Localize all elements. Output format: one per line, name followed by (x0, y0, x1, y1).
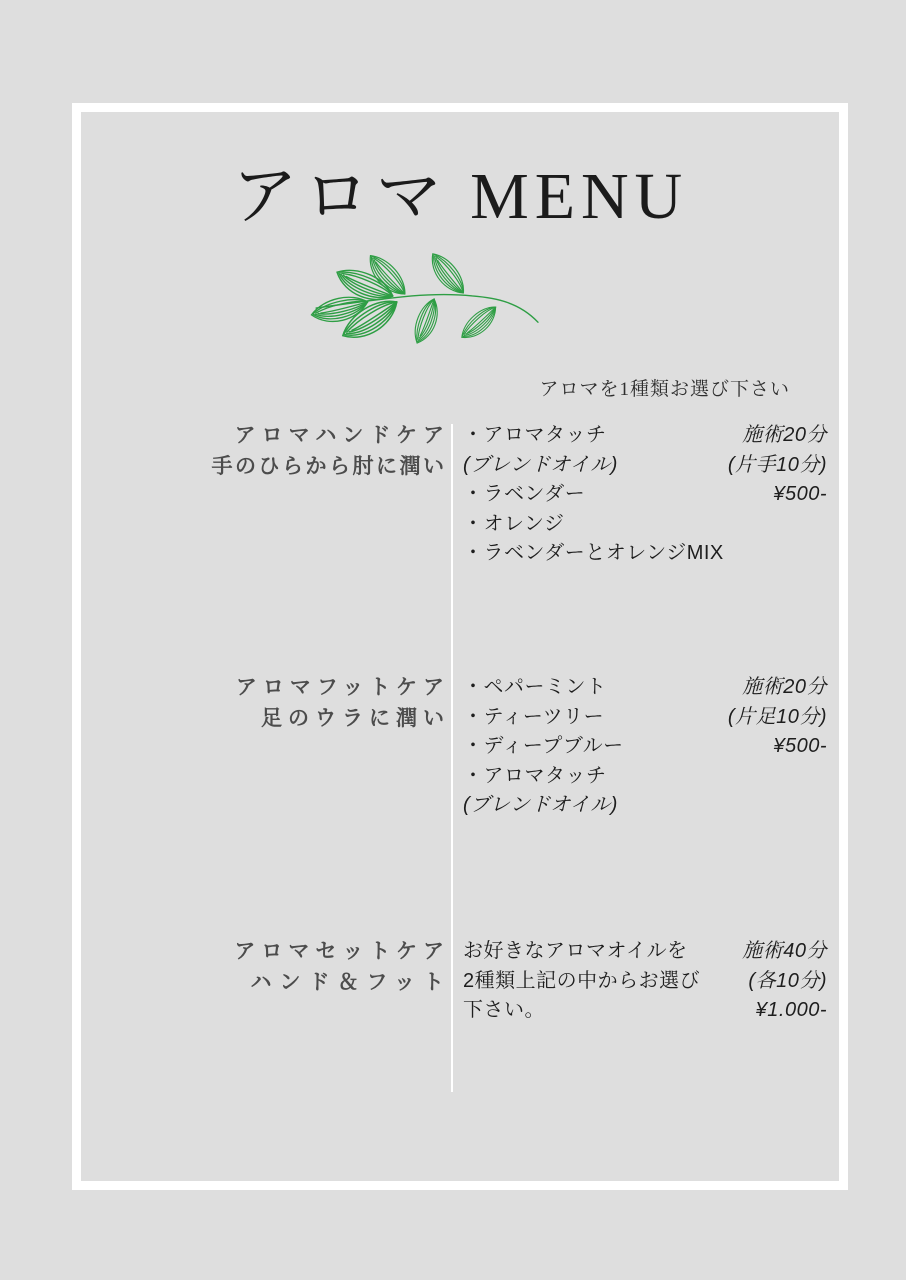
menu-duration: 施術20分 (742, 676, 827, 698)
section-hand-care-title (82, 421, 450, 482)
menu-row (463, 996, 827, 1026)
menu-duration: 施術20分 (742, 424, 827, 446)
menu-description: お好きなアロマオイルを (463, 940, 688, 962)
menu-item: ・ディープブルー (463, 735, 624, 758)
menu-item: ・アロマタッチ (463, 424, 607, 446)
section-title-line: アロマフットケア (235, 676, 450, 699)
menu-row (463, 421, 827, 451)
menu-row (463, 732, 827, 762)
menu-item: ・ラベンダーとオレンジMIX (463, 542, 724, 565)
section-set-care-title (82, 937, 452, 998)
page-title: アロマ MENU (231, 160, 689, 233)
note-choose-one-aroma: アロマを1種類お選び下さい (539, 379, 790, 400)
section-subtitle-line: 手のひらから肘に潤い (211, 454, 447, 478)
menu-row (463, 762, 827, 792)
section-title-line: アロマハンドケア (234, 424, 450, 447)
menu-row (463, 967, 827, 997)
menu-item: ・ラベンダー (463, 483, 586, 506)
menu-row (463, 791, 827, 821)
menu-row (463, 673, 827, 703)
menu-row (463, 937, 827, 967)
menu-row (463, 539, 827, 569)
menu-price: ¥500- (773, 735, 827, 758)
menu-item: ・オレンジ (463, 512, 565, 535)
menu-row (463, 703, 827, 733)
section-subtitle-line: 足のウラに潤い (261, 706, 450, 730)
menu-description: 2種類上記の中からお選び (463, 969, 701, 992)
menu-duration: (片手10分) (727, 453, 827, 476)
menu-row (463, 480, 827, 510)
leaf-branch-icon (304, 244, 544, 356)
menu-item: ・アロマタッチ (463, 764, 607, 787)
menu-price: ¥500- (773, 483, 827, 506)
menu-row (463, 451, 827, 481)
section-set-care-items (463, 937, 827, 1026)
section-subtitle-line: ハンド＆フット (250, 970, 452, 994)
menu-item: ・ティーツリー (463, 705, 605, 728)
section-title-line: アロマセットケア (234, 940, 450, 963)
section-hand-care-items (463, 421, 827, 569)
section-foot-care-title (82, 673, 450, 734)
menu-price: ¥1.000- (755, 999, 827, 1022)
menu-item: (ブレンドオイル) (463, 453, 618, 476)
menu-item: ・ペパーミント (463, 676, 607, 698)
menu-description: 下さい。 (463, 999, 545, 1022)
menu-duration: (片足10分) (727, 705, 827, 728)
menu-duration: (各10分) (748, 969, 827, 992)
section-foot-care-items (463, 673, 827, 821)
menu-duration: 施術40分 (742, 940, 827, 962)
leaf-branch-illustration (304, 244, 544, 356)
menu-item: (ブレンドオイル) (463, 794, 618, 817)
menu-row (463, 510, 827, 540)
